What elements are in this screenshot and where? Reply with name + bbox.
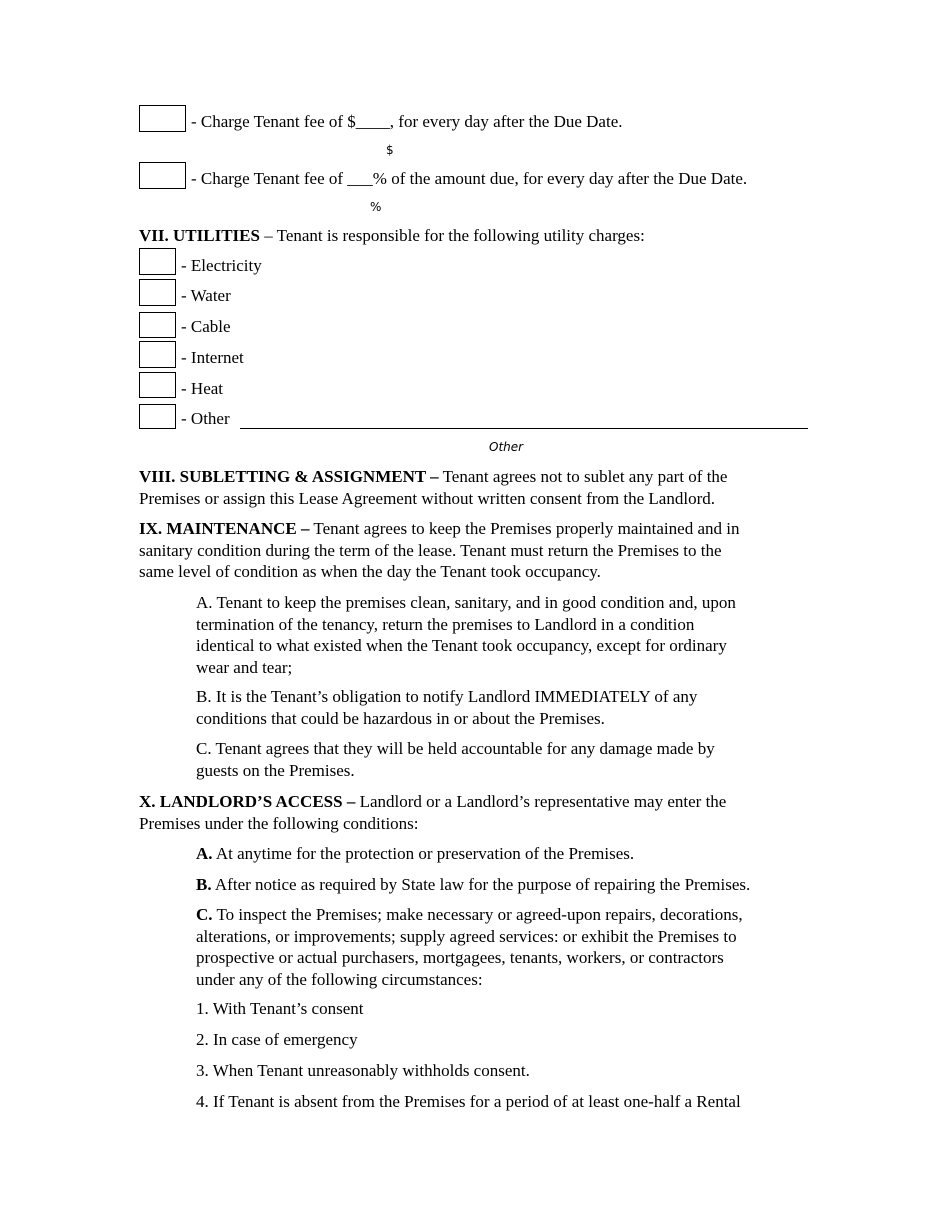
late-fee-percent-checkbox[interactable] [139, 162, 186, 189]
late-fee-fixed-text: - Charge Tenant fee of $____, for every day after the Due Date. [191, 112, 623, 131]
utility-cable-label: - Cable [181, 317, 231, 336]
utility-other-input[interactable] [240, 428, 808, 429]
utilities-heading: VII. UTILITIES [139, 226, 260, 245]
utility-electricity-label: - Electricity [181, 256, 262, 275]
maintenance-heading: IX. MAINTENANCE – [139, 519, 310, 538]
utility-internet-label: - Internet [181, 348, 244, 367]
access-line-1: X. LANDLORD’S ACCESS – Landlord or a Landlord’s representative may enter the [139, 792, 727, 811]
access-line-2: Premises under the following conditions: [139, 813, 419, 833]
utilities-intro: – Tenant is responsible for the following utility charges: [259, 226, 645, 245]
maintenance-line-3: same level of condition as when the day the Tenant took occupancy. [139, 562, 601, 581]
access-item-a: A. At anytime for the protection or preservation of the Premises. [196, 844, 635, 863]
access-circumstance-1: 1. With Tenant’s consent [196, 999, 364, 1018]
utility-heat-label: - Heat [181, 379, 224, 398]
subletting-line-2: Premises or assign this Lease Agreement without written consent from the Landlord. [139, 488, 715, 508]
subletting-line-1: VIII. SUBLETTING & ASSIGNMENT – Tenant agrees not to sublet any part of the [139, 467, 728, 486]
late-fee-fixed-sublabel: $ [386, 143, 394, 157]
late-fee-fixed-checkbox[interactable] [139, 105, 186, 132]
access-item-c: C. To inspect the Premises; make necessary or agreed-upon repairs, decorations, alterations, or improvements; supply agreed services: or exhibit the Premises to prospective or actual purchasers, mortgagees, tenants, workers, or contractors under any of the following circumstances: [196, 905, 743, 989]
utility-internet-checkbox[interactable] [139, 341, 176, 368]
utility-other-checkbox[interactable] [139, 404, 176, 429]
subletting-section [139, 466, 839, 509]
access-heading: X. LANDLORD’S ACCESS – [139, 792, 356, 811]
access-circumstance-3: 3. When Tenant unreasonably withholds consent. [196, 1061, 530, 1080]
late-fee-percent-text: - Charge Tenant fee of ___% of the amount due, for every day after the Due Date. [191, 169, 748, 188]
access-item-b: B. After notice as required by State law for the purpose of repairing the Premises. [196, 875, 751, 894]
access-circumstance-2: 2. In case of emergency [196, 1030, 358, 1049]
maintenance-section [139, 518, 839, 583]
utility-electricity-checkbox[interactable] [139, 248, 176, 275]
subletting-heading: VIII. SUBLETTING & ASSIGNMENT – [139, 467, 439, 486]
maintenance-line-1: IX. MAINTENANCE – Tenant agrees to keep the Premises properly maintained and in [139, 519, 740, 538]
access-circumstance-4: 4. If Tenant is absent from the Premises for a period of at least one-half a Rental [196, 1092, 741, 1111]
maintenance-line-2: sanitary condition during the term of the lease. Tenant must return the Premises to the [139, 540, 722, 560]
utility-water-label: - Water [181, 286, 231, 305]
utility-heat-checkbox[interactable] [139, 372, 176, 398]
late-fee-percent-sublabel: % [370, 200, 382, 214]
access-section [139, 791, 839, 834]
utility-other-label: - Other [181, 409, 230, 428]
utilities-heading-line [139, 226, 645, 246]
utility-other-sublabel: Other [489, 440, 524, 454]
maintenance-item-b: B. It is the Tenant’s obligation to notify Landlord IMMEDIATELY of any conditions that could be hazardous in or about the Premises. [196, 687, 698, 728]
utility-cable-checkbox[interactable] [139, 312, 176, 338]
utility-water-checkbox[interactable] [139, 279, 176, 306]
maintenance-item-a: A. Tenant to keep the premises clean, sanitary, and in good condition and, upon termination of the tenancy, return the premises to Landlord in a condition identical to what existed when the Tenant took occupancy, except for ordinary wear and tear; [196, 593, 736, 677]
maintenance-item-c: C. Tenant agrees that they will be held accountable for any damage made by guests on the Premises. [196, 739, 715, 780]
